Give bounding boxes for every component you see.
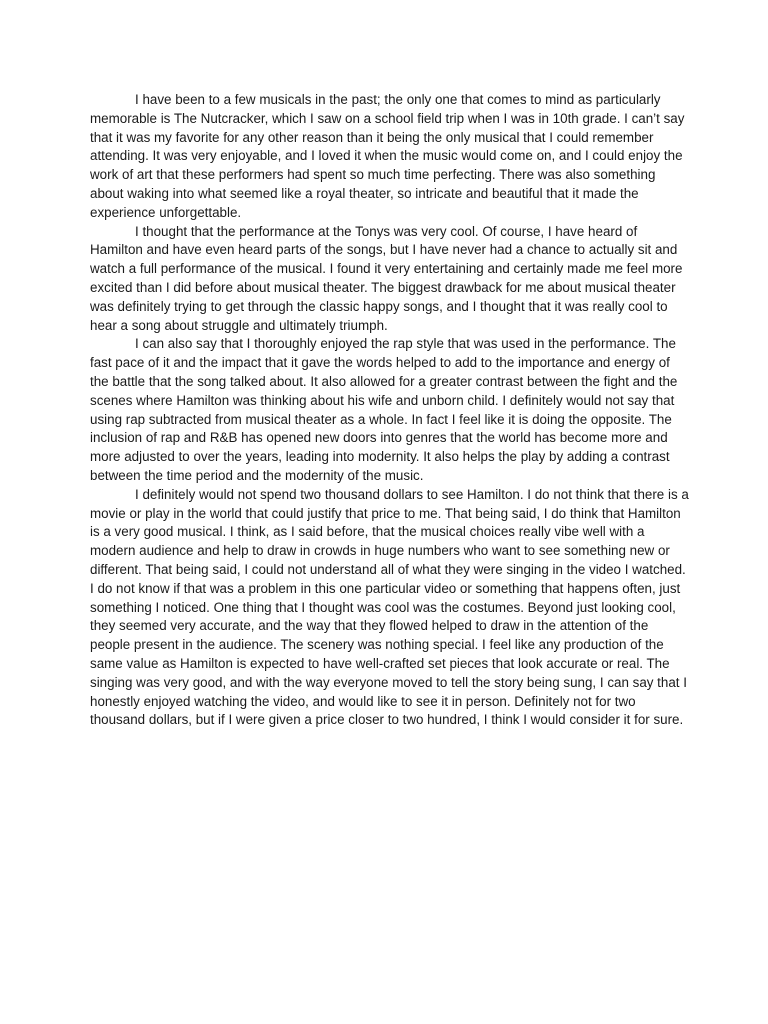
paragraph-1: I have been to a few musicals in the past; the only one that comes to mind as particularly memorable is The Nutcracker, which I saw on a school field trip when I was in 10th grade. I can’t say that it was my favorite for any other reason than it being the only musical that I could remember attending. It was very enjoyable, and I loved it when the music would come on, and I could enjoy the work of art that these performers had spent so much time perfecting. There was also something about waking into what seemed like a royal theater, so intricate and beautiful that it made the experience unforgettable. [90, 92, 685, 220]
paragraph-3: I can also say that I thoroughly enjoyed the rap style that was used in the performance. The fast pace of it and the impact that it gave the words helped to add to the importance and energy of the battle that the song talked about. It also allowed for a greater contrast between the fight and the scenes where Hamilton was thinking about his wife and unborn child. I definitely would not say that using rap subtracted from musical theater as a whole. In fact I feel like it is doing the opposite. The inclusion of rap and R&B has opened new doors into genres that the world has become more and more adjusted to over the years, leading into modernity. It also helps the play by adding a contrast between the time period and the modernity of the music. [90, 336, 678, 483]
paragraph-2: I thought that the performance at the Tonys was very cool. Of course, I have heard of Hamilton and have even heard parts of the songs, but I have never had a chance to actually sit and watch a full performance of the musical. I found it very entertaining and certainly made me feel more excited than I did before about musical theater. The biggest drawback for me about musical theater was definitely trying to get through the classic happy songs, and I thought that it was really cool to hear a song about struggle and ultimately triumph. [90, 223, 683, 333]
essay-body [90, 91, 690, 730]
paragraph-4: I definitely would not spend two thousand dollars to see Hamilton. I do not think that there is a movie or play in the world that could justify that price to me. That being said, I do think that Hamilton is a very good musical. I think, as I said before, that the musical choices really vibe well with a modern audience and help to draw in crowds in huge numbers who want to see something new or different. That being said, I could not understand all of what they were singing in the video I watched. I do not know if that was a problem in this one particular video or something that happens often, just something I noticed. One thing that I thought was cool was the costumes. Beyond just looking cool, they seemed very accurate, and the way that they flowed helped to draw in the attention of the people present in the audience. The scenery was nothing special. I feel like any production of the same value as Hamilton is expected to have well-crafted set pieces that look accurate or real. The singing was very good, and with the way everyone moved to tell the story being sung, I can say that I honestly enjoyed watching the video, and would like to see it in person. Definitely not for two thousand dollars, but if I were given a price closer to two hundred, I think I would consider it for sure. [90, 486, 689, 728]
